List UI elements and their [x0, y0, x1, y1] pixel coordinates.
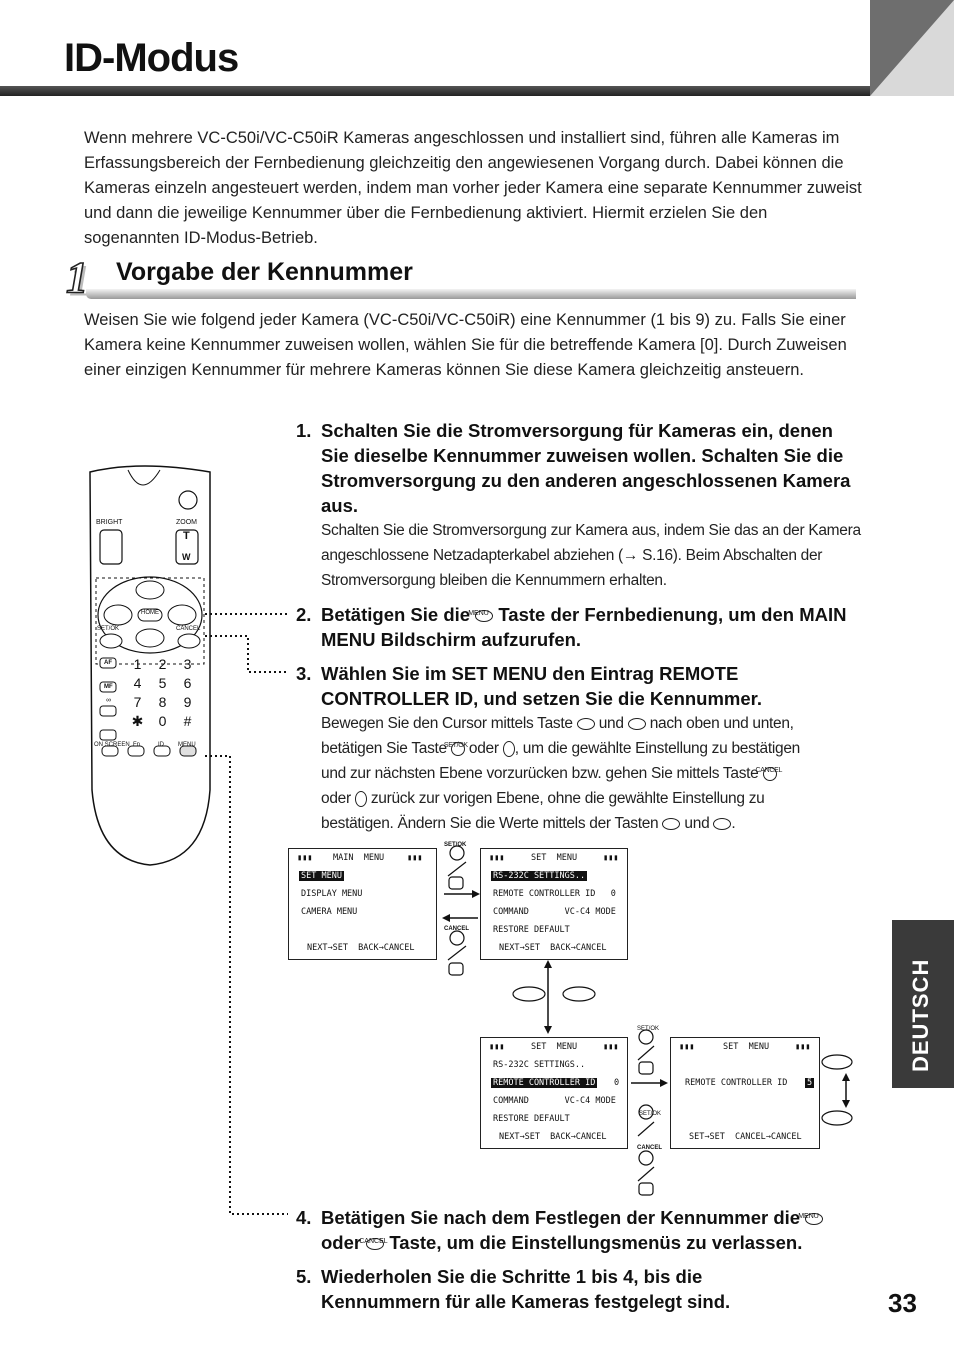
cancel-button — [178, 634, 200, 648]
step-5-number: 5. — [296, 1266, 312, 1287]
remote-number-keys — [125, 656, 201, 730]
language-tab: DEUTSCH — [892, 920, 954, 1088]
step-1-number: 1. — [296, 420, 312, 441]
set-menu-screen-3: ▮▮▮ SET MENU ▮▮▮ REMOTE CONTROLLER ID 5 SET→SET CANCEL→CANCEL — [670, 1037, 820, 1149]
key-0: 0 — [158, 713, 167, 729]
cancel-key-icon: CANCEL — [763, 767, 777, 781]
diagram-setok-label-2: SET/OK — [637, 1026, 660, 1032]
remote-w-label: W — [182, 552, 191, 562]
key-3: 3 — [183, 656, 192, 672]
remote-af-label: AF — [104, 660, 112, 666]
bright-button — [100, 530, 122, 564]
step-2-number: 2. — [296, 604, 312, 625]
remote-onscreen-label: ON SCREEN — [94, 742, 130, 748]
up-key-icon — [628, 718, 646, 730]
key-star: ✱ — [131, 713, 144, 729]
step-5-heading: Wiederholen Sie die Schritte 1 bis 4, bis die Kennummern für alle Kameras festgelegt sind. — [321, 1266, 731, 1312]
diagram-cancel-label-2: CANCEL — [637, 1145, 662, 1151]
key-7: 7 — [133, 694, 142, 710]
key-9: 9 — [183, 694, 192, 710]
set-menu-screen-2: ▮▮▮ SET MENU ▮▮▮ RS-232C SETTINGS.. REMOTE CONTROLLER ID 0 COMMAND VC-C4 MODE RESTORE DEFAULT NEXT→SET BACK→CANCEL — [480, 1037, 628, 1149]
set-menu-screen-1: ▮▮▮ SET MENU ▮▮▮ RS-232C SETTINGS.. REMOTE CONTROLLER ID 0 COMMAND VC-C4 MODE RESTORE DEFAULT NEXT→SET BACK→CANCEL — [480, 848, 628, 960]
remote-cancel-label: CANCEL — [176, 626, 201, 632]
step-3-body: Bewegen Sie den Cursor mittels Taste und nach oben und unten, betätigen Sie Taste SET/OK oder , um die gewählte Einstellung zu bestätigen und zur nächsten Ebene vorzurücken bzw. gehen Sie mittels Taste CANCEL oder zurück zur vorigen Ebene, ohne die gewählte Einstellung zu bestätigen. Ändern Sie die Werte mittels der Tasten und . — [321, 715, 800, 832]
step-1-heading: Schalten Sie die Stromversorgung für Kameras ein, denen Sie dieselbe Kennummer zuweisen wollen. Schalten Sie die Stromversorgung zu den anderen angeschlossenen Kamera aus. — [321, 420, 851, 516]
menu-key-icon-2: MENU — [805, 1213, 823, 1225]
remote-menu-label: MENU — [178, 742, 196, 748]
step-3-heading: Wählen Sie im SET MENU den Eintrag REMOTE CONTROLLER ID, und setzen Sie die Kennummer. — [321, 663, 762, 709]
cancel-key-icon-2: CANCEL — [366, 1238, 384, 1250]
section-title: Vorgabe der Kennummer — [116, 258, 413, 286]
set-ok-button — [100, 634, 122, 648]
key-2: 2 — [158, 656, 167, 672]
key-1: 1 — [133, 656, 142, 672]
section-rule — [86, 289, 856, 299]
remote-bright-label: BRIGHT — [96, 519, 123, 526]
corner-decoration — [870, 0, 954, 96]
key-4: 4 — [133, 675, 142, 691]
down-key-icon — [577, 718, 595, 730]
set-ok-key-icon: SET/OK — [451, 742, 465, 756]
menu-key-icon: MENU — [475, 610, 493, 622]
remote-mf-label: MF — [104, 684, 113, 690]
diagram-cancel-label-1: CANCEL — [444, 926, 469, 932]
diagram-setok-label-3: SET/OK — [639, 1111, 662, 1117]
remote-zoom-label: ZOOM — [176, 519, 197, 526]
diagram-setok-label-1: SET/OK — [444, 842, 467, 848]
key-5: 5 — [158, 675, 167, 691]
leader-lines — [200, 600, 300, 1220]
step-1-body: Schalten Sie die Stromversorgung zur Kamera aus, indem Sie das an der Kamera angeschlossene Netzadapterkabel abziehen (→ S.16). Beim Abschalten der Stromversorgung bleiben die Kennummern erhalten. — [321, 522, 861, 589]
remote-setok-label: SET/OK — [97, 626, 120, 632]
intro-paragraph: Wenn mehrere VC-C50i/VC-C50iR Kameras angeschlossen und installiert sind, führen alle Kameras im Erfassungsbereich der Fernbedienung gleichzeitig den angewiesenen Vorgang durch. Dabei können die Kameras einzeln angesteuert werden, indem man vorher jeder Kamera eine separate Kennummer zuweist und dann die jeweilige Kennummer über die Fernbedienung aktiviert. Hiermit erzielen Sie den sogenannten ID-Modus-Betrieb. — [84, 129, 862, 247]
key-6: 6 — [183, 675, 192, 691]
up-key-icon-2 — [713, 818, 731, 830]
right-key-icon — [503, 741, 515, 757]
step-2-heading-b: Taste der Fernbedienung, um den MAIN MENU Bildschirm aufzurufen. — [321, 604, 847, 650]
step-4-number: 4. — [296, 1207, 312, 1228]
step-2-heading — [321, 602, 861, 652]
step-2-heading-a: Betätigen Sie die — [321, 604, 471, 625]
page-title: ID-Modus — [64, 36, 239, 80]
power-button — [179, 491, 197, 509]
down-key-icon-2 — [662, 818, 680, 830]
left-key-icon — [355, 791, 367, 807]
section-number: 1 — [66, 253, 88, 302]
step-3-number: 3. — [296, 663, 312, 684]
main-menu-screen: ▮▮▮ MAIN MENU ▮▮▮ SET MENU DISPLAY MENU CAMERA MENU NEXT→SET BACK→CANCEL — [288, 848, 437, 960]
title-rule — [0, 86, 872, 96]
section-intro: Weisen Sie wie folgend jeder Kamera (VC-C50i/VC-C50iR) eine Kennummer (1 bis 9) zu. Falls Sie einer Kamera keine Kennummer zuweisen wollen, wählen Sie für die betreffende Kamera [0]. Durch Zuweisen einer einzigen Kennummer für mehrere Kameras können Sie diese Kamera gleichzeitig ansteuern. — [84, 311, 847, 379]
key-8: 8 — [158, 694, 167, 710]
key-hash: # — [183, 713, 192, 729]
remote-id-label: ID — [158, 742, 164, 748]
remote-t-label: T — [183, 530, 190, 542]
remote-home-label: HOME — [141, 610, 159, 616]
step-4-heading: Betätigen Sie nach dem Festlegen der Kennummer die MENU oder CANCEL Taste, um die Einstellungsmenüs zu verlassen. — [321, 1205, 861, 1255]
remote-fn-label: Fn — [133, 742, 141, 748]
page-number: 33 — [888, 1288, 917, 1318]
remote-infinity-label: ∞ — [106, 697, 111, 704]
